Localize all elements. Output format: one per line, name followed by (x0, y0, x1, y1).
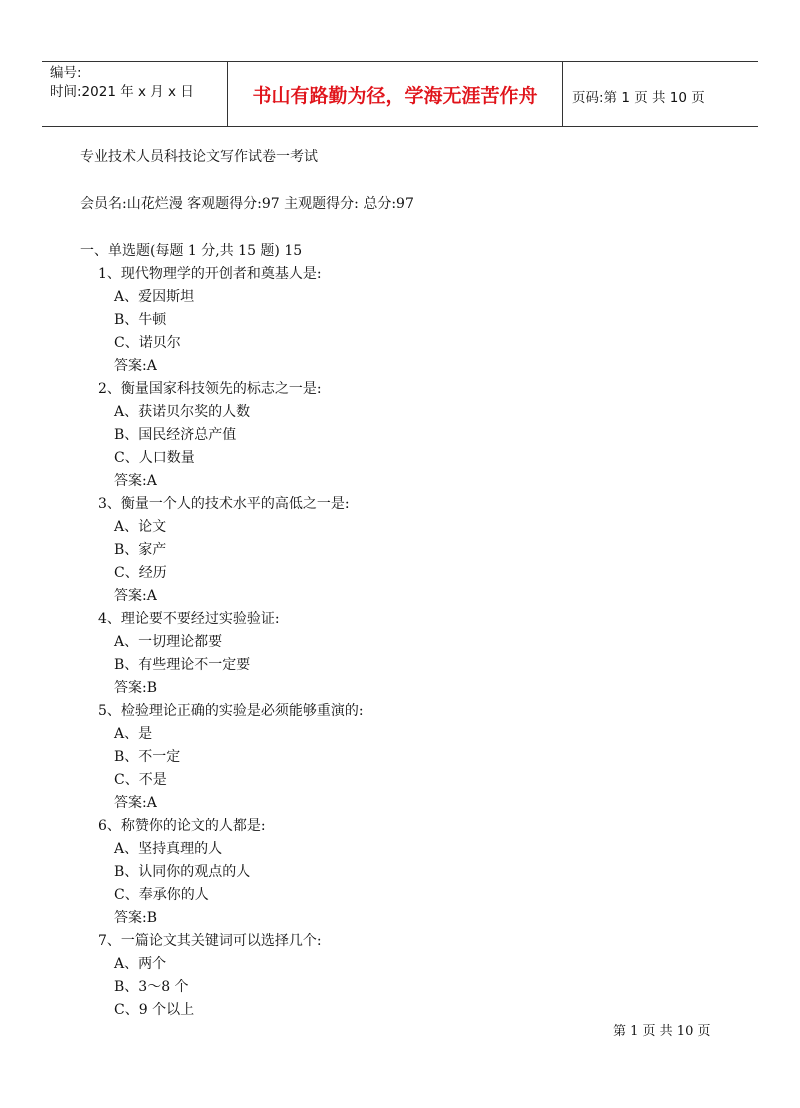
answer-text: 答案:A (114, 473, 157, 489)
option-item: C、诺贝尔 (114, 335, 181, 351)
page-code: 页码:第 1 页 共 10 页 (572, 90, 705, 106)
option-item: C、人口数量 (114, 450, 195, 466)
option-item: A、坚持真理的人 (114, 841, 223, 857)
question-text: 7、一篇论文其关键词可以选择几个: (98, 933, 322, 949)
option-item: B、牛顿 (114, 312, 167, 328)
motto: 书山有路勤为径，学海无涯苦作舟 (227, 61, 563, 127)
page-header (42, 61, 758, 127)
question-text: 4、理论要不要经过实验验证: (98, 611, 280, 627)
time-label: 时间:2021 年 x 月 x 日 (50, 84, 194, 100)
doc-title: 专业技术人员科技论文写作试卷一考试 (80, 149, 318, 165)
option-item: C、经历 (114, 565, 167, 581)
section-heading: 一、单选题(每题 1 分,共 15 题) 15 (80, 243, 303, 259)
option-item: B、认同你的观点的人 (114, 864, 251, 880)
answer-text: 答案:A (114, 795, 157, 811)
option-item: B、有些理论不一定要 (114, 657, 251, 673)
answer-text: 答案:B (114, 680, 158, 696)
option-item: B、家产 (114, 542, 167, 558)
option-item: B、不一定 (114, 749, 181, 765)
option-item: C、奉承你的人 (114, 887, 209, 903)
option-item: A、是 (114, 726, 153, 742)
option-item: C、9 个以上 (114, 1002, 195, 1018)
score-line: 会员名:山花烂漫 客观题得分:97 主观题得分: 总分:97 (80, 196, 414, 212)
header-left (50, 64, 228, 102)
answer-text: 答案:B (114, 910, 158, 926)
option-item: A、两个 (114, 956, 167, 972)
option-item: B、国民经济总产值 (114, 427, 237, 443)
option-item: C、不是 (114, 772, 167, 788)
number-label: 编号: (50, 65, 82, 81)
question-text: 5、检验理论正确的实验是必须能够重演的: (98, 703, 364, 719)
option-item: A、论文 (114, 519, 167, 535)
page-footer: 第 1 页 共 10 页 (613, 1024, 711, 1039)
question-text: 2、衡量国家科技领先的标志之一是: (98, 381, 322, 397)
option-item: A、获诺贝尔奖的人数 (114, 404, 251, 420)
question-text: 3、衡量一个人的技术水平的高低之一是: (98, 496, 350, 512)
question-text: 6、称赞你的论文的人都是: (98, 818, 266, 834)
question-list (80, 263, 414, 1022)
option-item: A、一切理论都要 (114, 634, 223, 650)
answer-text: 答案:A (114, 358, 157, 374)
option-item: A、爱因斯坦 (114, 289, 195, 305)
document-body (80, 146, 414, 1022)
answer-text: 答案:A (114, 588, 157, 604)
question-text: 1、现代物理学的开创者和奠基人是: (98, 266, 322, 282)
option-item: B、3～8 个 (114, 979, 189, 995)
